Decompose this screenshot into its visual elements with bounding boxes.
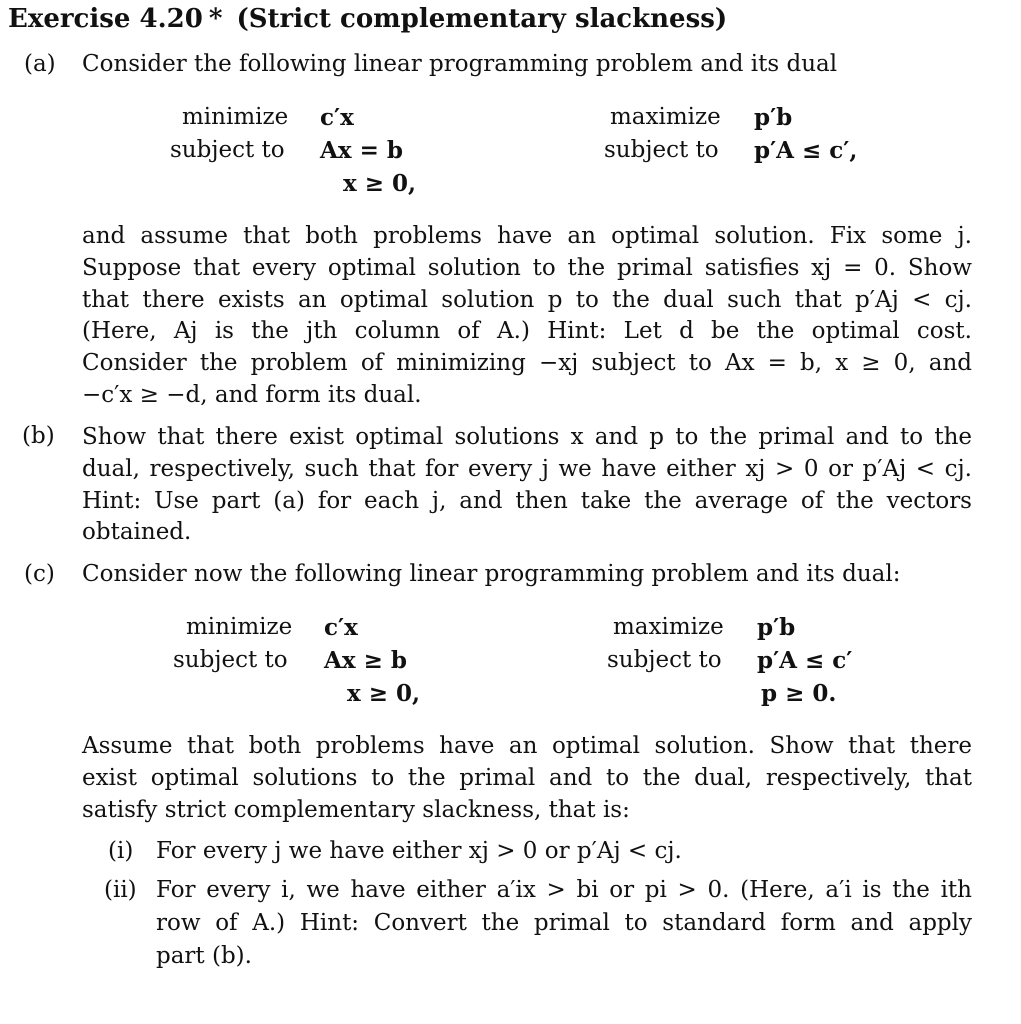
part-b-line: Hint: Use part (a) for each j, and then take the average of the vectors: [82, 487, 972, 514]
exercise-title: [8, 4, 727, 34]
part-a-primal-constraint-2: x ≥ 0,: [343, 170, 417, 197]
part-a-line: (Here, Aj is the jth column of A.) Hint: Let d be the optimal cost.: [82, 318, 972, 345]
part-c-intro: Consider now the following linear programming problem and its dual:: [82, 561, 901, 587]
part-b-line: dual, respectively, such that for every j we have either xj > 0 or p′Aj < cj.: [82, 455, 972, 482]
item-ii-line: For every i, we have either a′ix > bi or pi > 0. (Here, a′i is the ith: [156, 877, 972, 903]
part-b-paragraph: [82, 422, 972, 549]
part-a-line: that there exists an optimal solution p to the dual such that p′Aj < cj.: [82, 286, 972, 313]
part-a-paragraph: [82, 221, 972, 412]
part-a-primal-kw1: minimize: [182, 104, 289, 130]
part-c-dual-constraint-1: p′A ≤ c′: [757, 647, 853, 674]
item-i-label: (i): [108, 838, 134, 864]
exercise-number: Exercise 4.20: [8, 4, 203, 34]
part-a-line: Consider the problem of minimizing −xj subject to Ax = b, x ≥ 0, and: [82, 350, 972, 377]
part-a-line: and assume that both problems have an optimal solution. Fix some j.: [82, 223, 972, 249]
part-b-line: Show that there exist optimal solutions x and p to the primal and to the: [82, 424, 972, 450]
part-a-dual-constraint-1: p′A ≤ c′,: [754, 137, 858, 164]
part-c-primal-constraint-2: x ≥ 0,: [347, 680, 421, 707]
part-c-paragraph: [82, 731, 972, 826]
item-i-text: [156, 835, 972, 868]
part-a-primal-constraint-1: Ax = b: [320, 137, 403, 164]
part-c-primal-kw1: minimize: [186, 614, 293, 640]
part-c-line: satisfy strict complementary slackness, that is:: [82, 796, 630, 823]
part-a-dual-objective: p′b: [754, 104, 793, 131]
item-ii-text: [156, 874, 972, 973]
part-a-primal-kw2: subject to: [170, 137, 285, 163]
item-ii-line: part (b).: [156, 943, 252, 969]
part-a-dual-kw2: subject to: [604, 137, 719, 163]
part-c-dual-kw1: maximize: [613, 614, 724, 640]
part-a-primal-objective: c′x: [320, 104, 354, 131]
part-c-primal-constraint-1: Ax ≥ b: [324, 647, 407, 674]
exercise-star: *: [208, 4, 223, 34]
part-c-line: exist optimal solutions to the primal and to the dual, respectively, that: [82, 764, 972, 791]
part-b-label: (b): [22, 423, 55, 449]
part-c-primal-objective: c′x: [324, 614, 358, 641]
part-a-intro: Consider the following linear programming problem and its dual: [82, 51, 838, 77]
part-c-dual-objective: p′b: [757, 614, 796, 641]
part-c-primal-kw2: subject to: [173, 647, 288, 673]
part-a-line: −c′x ≥ −d, and form its dual.: [82, 381, 422, 408]
part-a-line: Suppose that every optimal solution to the primal satisfies xj = 0. Show: [82, 254, 972, 281]
item-ii-line: row of A.) Hint: Convert the primal to standard form and apply: [156, 910, 972, 936]
part-c-dual-constraint-2: p ≥ 0.: [761, 680, 837, 707]
part-a-dual-kw1: maximize: [610, 104, 721, 130]
part-b-line: obtained.: [82, 519, 192, 546]
part-c-label: (c): [24, 561, 55, 587]
part-a-label: (a): [24, 51, 56, 77]
part-c-line: Assume that both problems have an optimal solution. Show that there: [82, 733, 972, 759]
item-i-line: For every j we have either xj > 0 or p′Aj < cj.: [156, 838, 682, 864]
part-c-dual-kw2: subject to: [607, 647, 722, 673]
item-ii-label: (ii): [104, 877, 137, 903]
exercise-topic: (Strict complementary slackness): [236, 4, 728, 34]
